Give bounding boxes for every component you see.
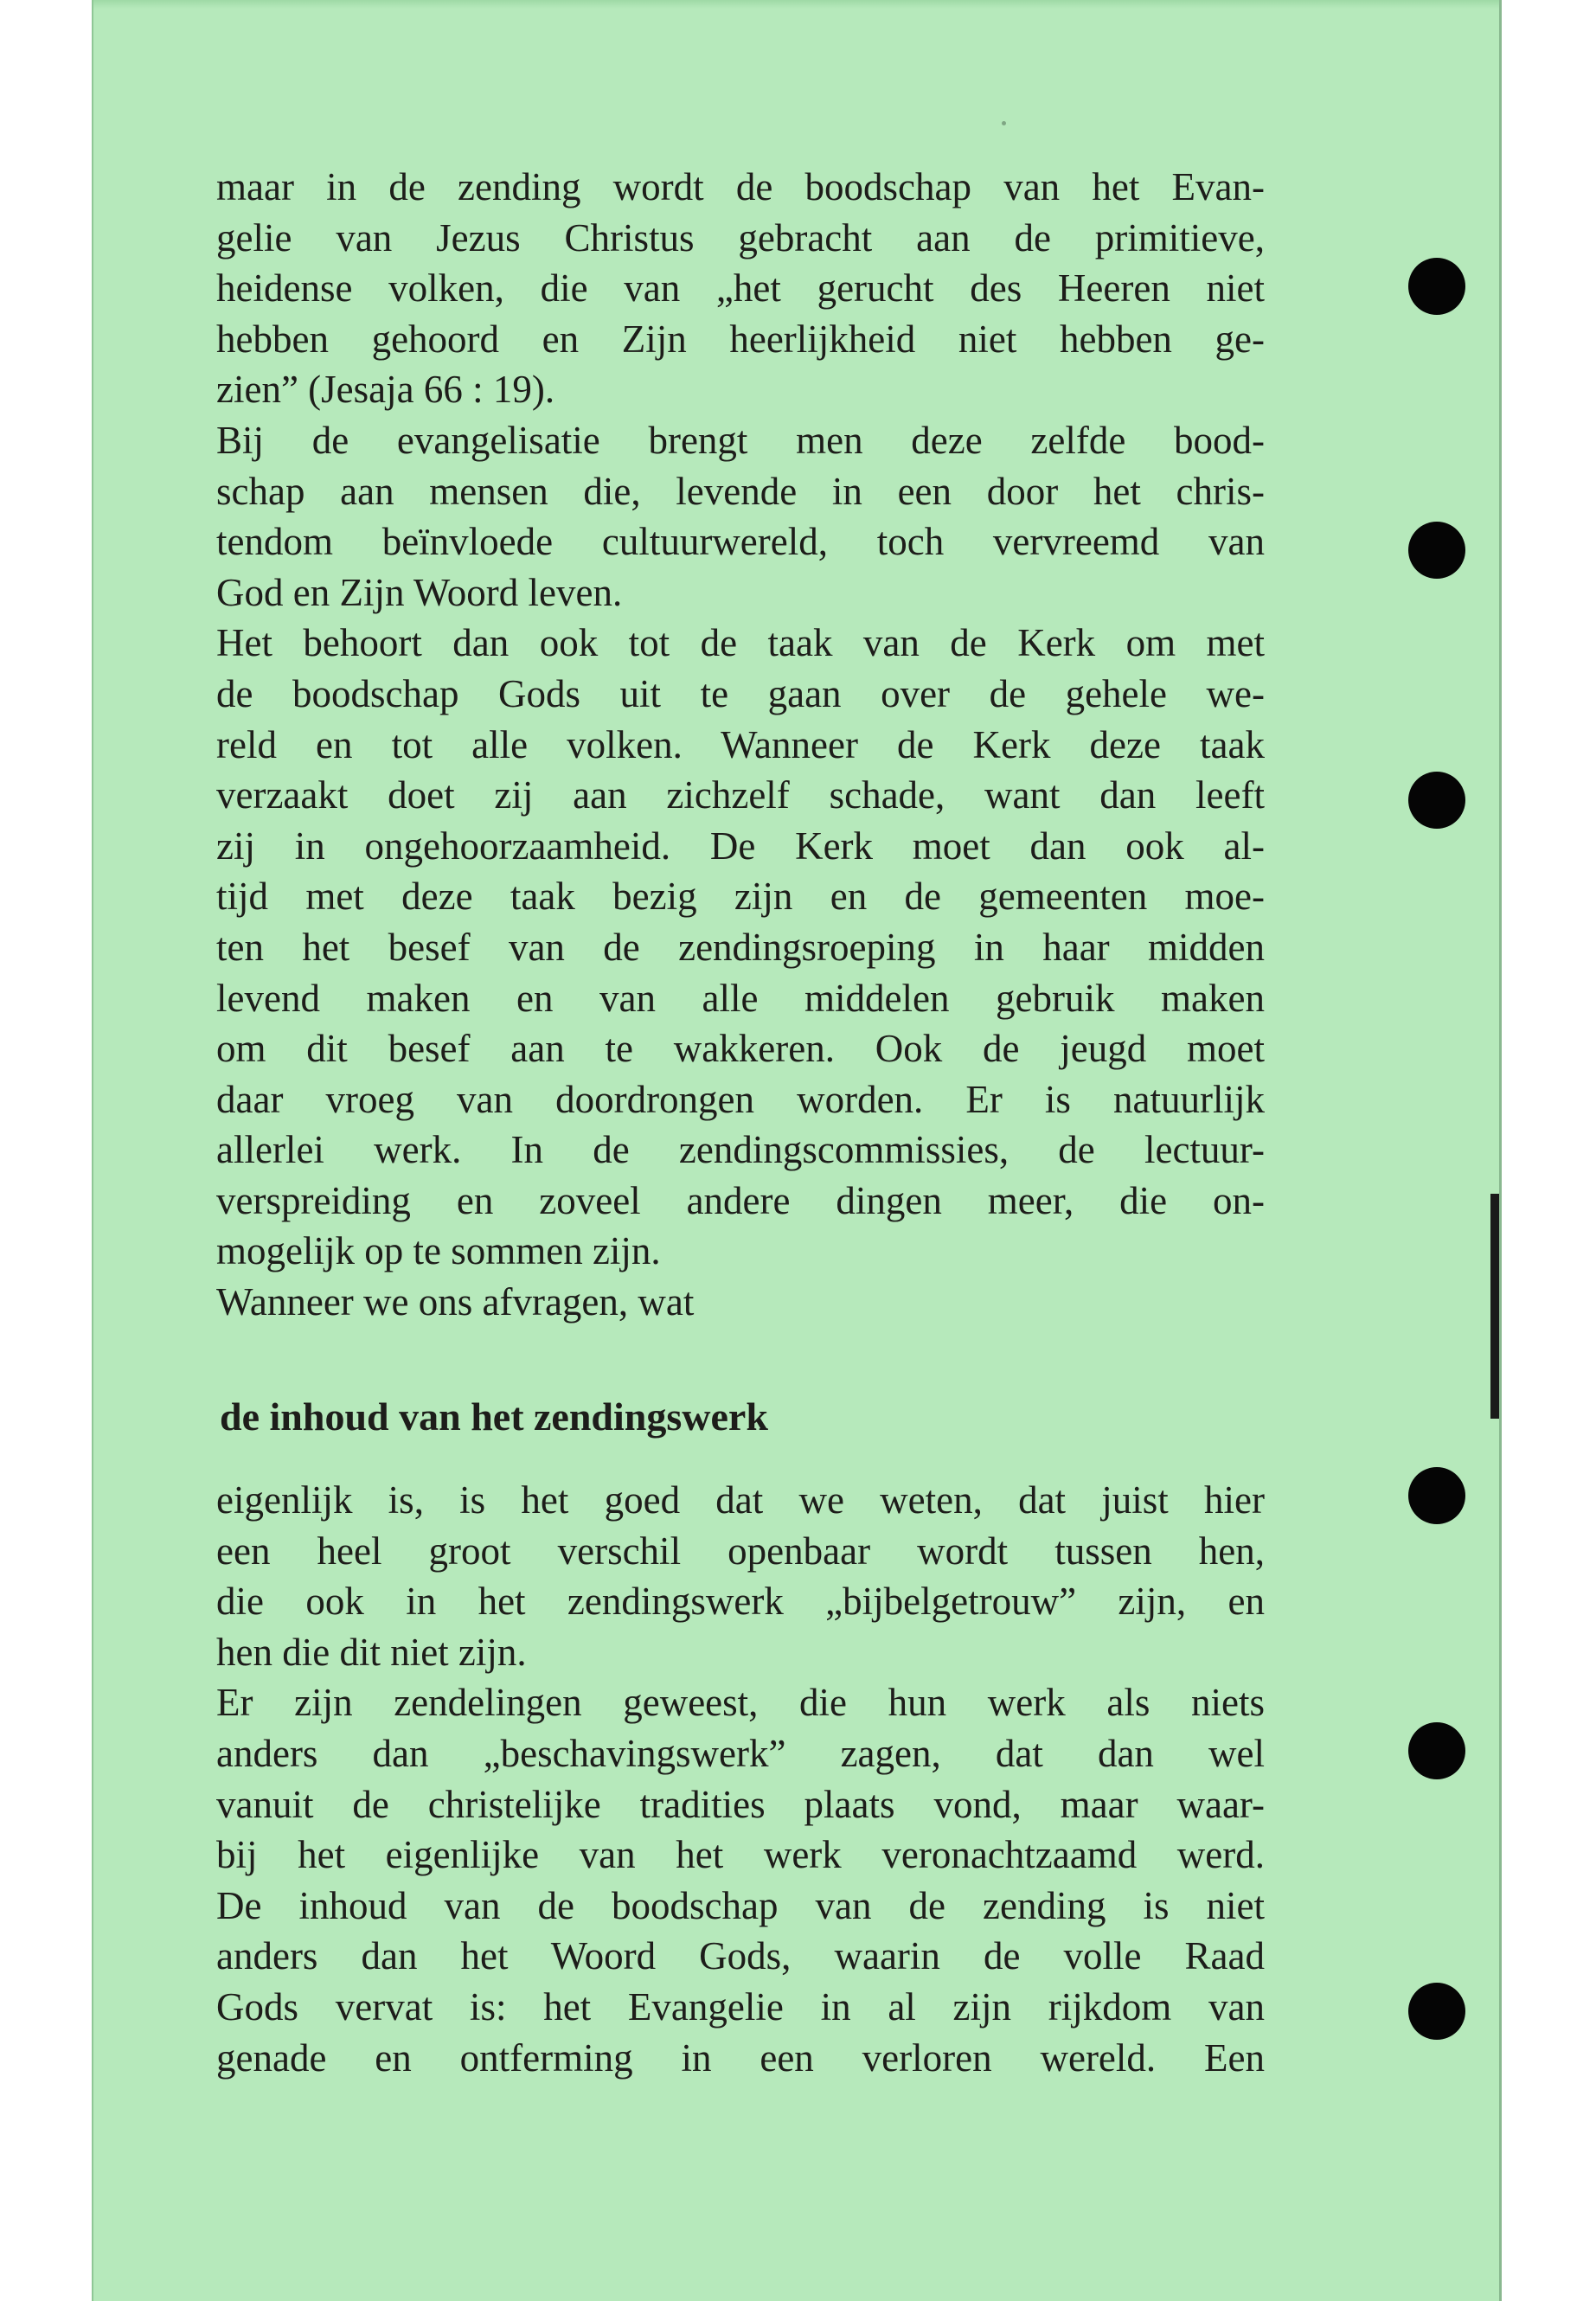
- section-heading: de inhoud van het zendingswerk: [220, 1394, 768, 1439]
- text-line: mogelijk op te sommen zijn.: [216, 1229, 661, 1273]
- page-edge-shadow: [1490, 1194, 1499, 1419]
- body-text-top: [216, 162, 1265, 1328]
- punch-hole: [1408, 258, 1465, 315]
- text-line: maar in de zending wordt de boodschap van het Evan-: [216, 165, 1265, 208]
- text-line: de boodschap Gods uit te gaan over de gehele we-: [216, 671, 1265, 715]
- punch-hole: [1408, 1467, 1465, 1524]
- body-text-bottom: [216, 1475, 1265, 2083]
- text-line: levend maken en van alle middelen gebruik maken: [216, 976, 1265, 1020]
- page-top-edge: [93, 0, 1499, 9]
- text-line: zij in ongehoorzaamheid. De Kerk moet dan ook al-: [216, 824, 1265, 868]
- text-line: verzaakt doet zij aan zichzelf schade, want dan leeft: [216, 773, 1265, 817]
- text-line: om dit besef aan te wakkeren. Ook de jeugd moet: [216, 1027, 1265, 1071]
- text-line: bij het eigenlijke van het werk veronachtzaamd werd.: [216, 1833, 1265, 1877]
- text-line: allerlei werk. In de zendingscommissies, de lectuur-: [216, 1128, 1265, 1172]
- text-line: vanuit de christelijke tradities plaats vond, maar waar-: [216, 1782, 1265, 1826]
- text-line: Bij de evangelisatie brengt men deze zelfde bood-: [216, 418, 1265, 462]
- punch-hole: [1408, 772, 1465, 829]
- text-line: zien” (Jesaja 66 : 19).: [216, 368, 555, 412]
- text-line: daar vroeg van doordrongen worden. Er is natuurlijk: [216, 1077, 1265, 1121]
- text-line: eigenlijk is, is het goed dat we weten, dat juist hier: [216, 1478, 1265, 1522]
- paper-speck: [1002, 121, 1006, 125]
- text-line: reld en tot alle volken. Wanneer de Kerk deze taak: [216, 722, 1265, 766]
- text-line: schap aan mensen die, levende in een door het chris-: [216, 469, 1265, 513]
- text-line: Wanneer we ons afvragen, wat: [216, 1280, 695, 1324]
- text-line: Gods vervat is: het Evangelie in al zijn rijkdom van: [216, 1984, 1265, 2029]
- text-line: tendom beïnvloede cultuurwereld, toch vervreemd van: [216, 520, 1265, 564]
- text-line: Het behoort dan ook tot de taak van de Kerk om met: [216, 621, 1265, 665]
- text-line: anders dan „beschavingswerk” zagen, dat dan wel: [216, 1731, 1265, 1775]
- punch-hole: [1408, 522, 1465, 579]
- text-line: verspreiding en zoveel andere dingen meer, die on-: [216, 1178, 1265, 1222]
- text-line: hen die dit niet zijn.: [216, 1630, 527, 1674]
- punch-hole: [1408, 1983, 1465, 2040]
- text-line: De inhoud van de boodschap van de zending is niet: [216, 1883, 1265, 1927]
- text-line: hebben gehoord en Zijn heerlijkheid niet hebben ge-: [216, 317, 1265, 361]
- text-line: anders dan het Woord Gods, waarin de volle Raad: [216, 1934, 1265, 1978]
- text-line: gelie van Jezus Christus gebracht aan de primitieve,: [216, 215, 1265, 260]
- text-line: die ook in het zendingswerk „bijbelgetrouw” zijn, en: [216, 1580, 1265, 1624]
- punch-hole: [1408, 1722, 1465, 1779]
- text-line: tijd met deze taak bezig zijn en de gemeenten moe-: [216, 875, 1265, 919]
- text-line: een heel groot verschil openbaar wordt tussen hen,: [216, 1529, 1265, 1573]
- text-line: Er zijn zendelingen geweest, die hun werk als niets: [216, 1681, 1265, 1725]
- text-line: God en Zijn Woord leven.: [216, 570, 623, 614]
- text-line: genade en ontferming in een verloren wereld. Een: [216, 2035, 1265, 2080]
- text-line: heidense volken, die van „het gerucht des Heeren niet: [216, 266, 1265, 311]
- text-line: ten het besef van de zendingsroeping in haar midden: [216, 925, 1265, 969]
